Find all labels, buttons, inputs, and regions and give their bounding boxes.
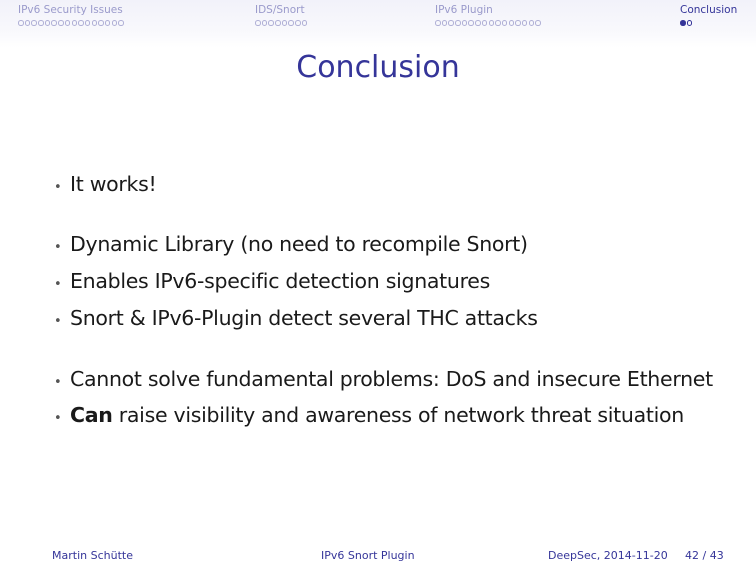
nav-slide-dot[interactable] <box>448 20 454 26</box>
nav-dots <box>680 20 737 26</box>
bullet-emphasis: Can <box>70 403 113 427</box>
bullet-text: Cannot solve fundamental problems: DoS and insecure Ethernet <box>70 367 713 391</box>
nav-slide-dot[interactable] <box>65 20 71 26</box>
bullet-icon: • <box>54 180 62 195</box>
nav-slide-dot[interactable] <box>25 20 31 26</box>
bullet-icon: • <box>54 314 62 329</box>
nav-slide-dot[interactable] <box>462 20 468 26</box>
nav-slide-dot[interactable] <box>522 20 528 26</box>
nav-section-label[interactable]: IDS/Snort <box>255 4 305 16</box>
nav-slide-dot[interactable] <box>468 20 474 26</box>
nav-slide-dot[interactable] <box>515 20 521 26</box>
nav-slide-dot[interactable] <box>58 20 64 26</box>
bullet-item <box>54 232 528 256</box>
nav-slide-dot[interactable] <box>509 20 515 26</box>
bullet-text-rest: raise visibility and awareness of network threat situation <box>112 403 684 427</box>
bullet-text: It works! <box>70 172 157 196</box>
nav-section-label[interactable]: IPv6 Security Issues <box>18 4 123 16</box>
nav-slide-dot[interactable] <box>112 20 118 26</box>
nav-slide-dot[interactable] <box>92 20 98 26</box>
nav-slide-dot[interactable] <box>78 20 84 26</box>
nav-slide-dot[interactable] <box>275 20 281 26</box>
nav-slide-dot[interactable] <box>435 20 441 26</box>
bullet-text: Enables IPv6-specific detection signatures <box>70 269 490 293</box>
nav-section-label[interactable]: Conclusion <box>680 4 738 16</box>
nav-slide-dot[interactable] <box>529 20 535 26</box>
nav-slide-dot[interactable] <box>442 20 448 26</box>
bullet-item <box>54 403 684 427</box>
nav-slide-dot[interactable] <box>495 20 501 26</box>
nav-slide-dot[interactable] <box>482 20 488 26</box>
navigation-bar <box>0 0 756 48</box>
bullet-icon: • <box>54 277 62 292</box>
nav-dots <box>435 20 541 26</box>
bullet-icon: • <box>54 240 62 255</box>
footer <box>0 549 756 565</box>
footer-page-number: 42 / 43 <box>685 549 724 562</box>
nav-slide-dot[interactable] <box>118 20 124 26</box>
bullet-text: Dynamic Library (no need to recompile Snort) <box>70 232 528 256</box>
bullet-item <box>54 306 538 330</box>
nav-slide-dot[interactable] <box>18 20 24 26</box>
nav-slide-dot[interactable] <box>38 20 44 26</box>
nav-slide-dot[interactable] <box>489 20 495 26</box>
bullet-icon: • <box>54 375 62 390</box>
nav-slide-dot[interactable] <box>31 20 37 26</box>
bullet-item <box>54 269 490 293</box>
nav-section-ids-snort[interactable] <box>255 4 307 26</box>
nav-slide-dot[interactable] <box>268 20 274 26</box>
nav-slide-dot[interactable] <box>105 20 111 26</box>
nav-slide-dot[interactable] <box>475 20 481 26</box>
bullet-text: Snort & IPv6-Plugin detect several THC attacks <box>70 306 538 330</box>
nav-section-label[interactable]: IPv6 Plugin <box>435 4 493 16</box>
nav-slide-dot[interactable] <box>51 20 57 26</box>
footer-talk-title: IPv6 Snort Plugin <box>321 549 415 562</box>
slide-title: Conclusion <box>296 50 460 85</box>
nav-slide-dot[interactable] <box>302 20 308 26</box>
nav-dots <box>255 20 307 26</box>
nav-slide-dot[interactable] <box>295 20 301 26</box>
nav-dots <box>18 20 124 26</box>
nav-slide-dot[interactable] <box>680 20 686 26</box>
nav-slide-dot[interactable] <box>255 20 261 26</box>
bullet-text <box>70 403 684 427</box>
nav-slide-dot[interactable] <box>262 20 268 26</box>
nav-section-ipv6-plugin[interactable] <box>435 4 541 26</box>
nav-slide-dot[interactable] <box>282 20 288 26</box>
nav-slide-dot[interactable] <box>98 20 104 26</box>
nav-slide-dot[interactable] <box>288 20 294 26</box>
bullet-item <box>54 367 713 391</box>
footer-author: Martin Schütte <box>52 549 133 562</box>
nav-section-ipv6-security-issues[interactable] <box>18 4 124 26</box>
nav-slide-dot[interactable] <box>687 20 693 26</box>
nav-slide-dot[interactable] <box>72 20 78 26</box>
nav-slide-dot[interactable] <box>45 20 51 26</box>
bullet-item <box>54 172 156 196</box>
nav-slide-dot[interactable] <box>535 20 541 26</box>
nav-slide-dot[interactable] <box>502 20 508 26</box>
nav-slide-dot[interactable] <box>455 20 461 26</box>
nav-slide-dot[interactable] <box>85 20 91 26</box>
nav-section-conclusion[interactable] <box>680 4 737 26</box>
footer-event: DeepSec, 2014-11-20 <box>548 549 668 562</box>
bullet-icon: • <box>54 411 62 426</box>
